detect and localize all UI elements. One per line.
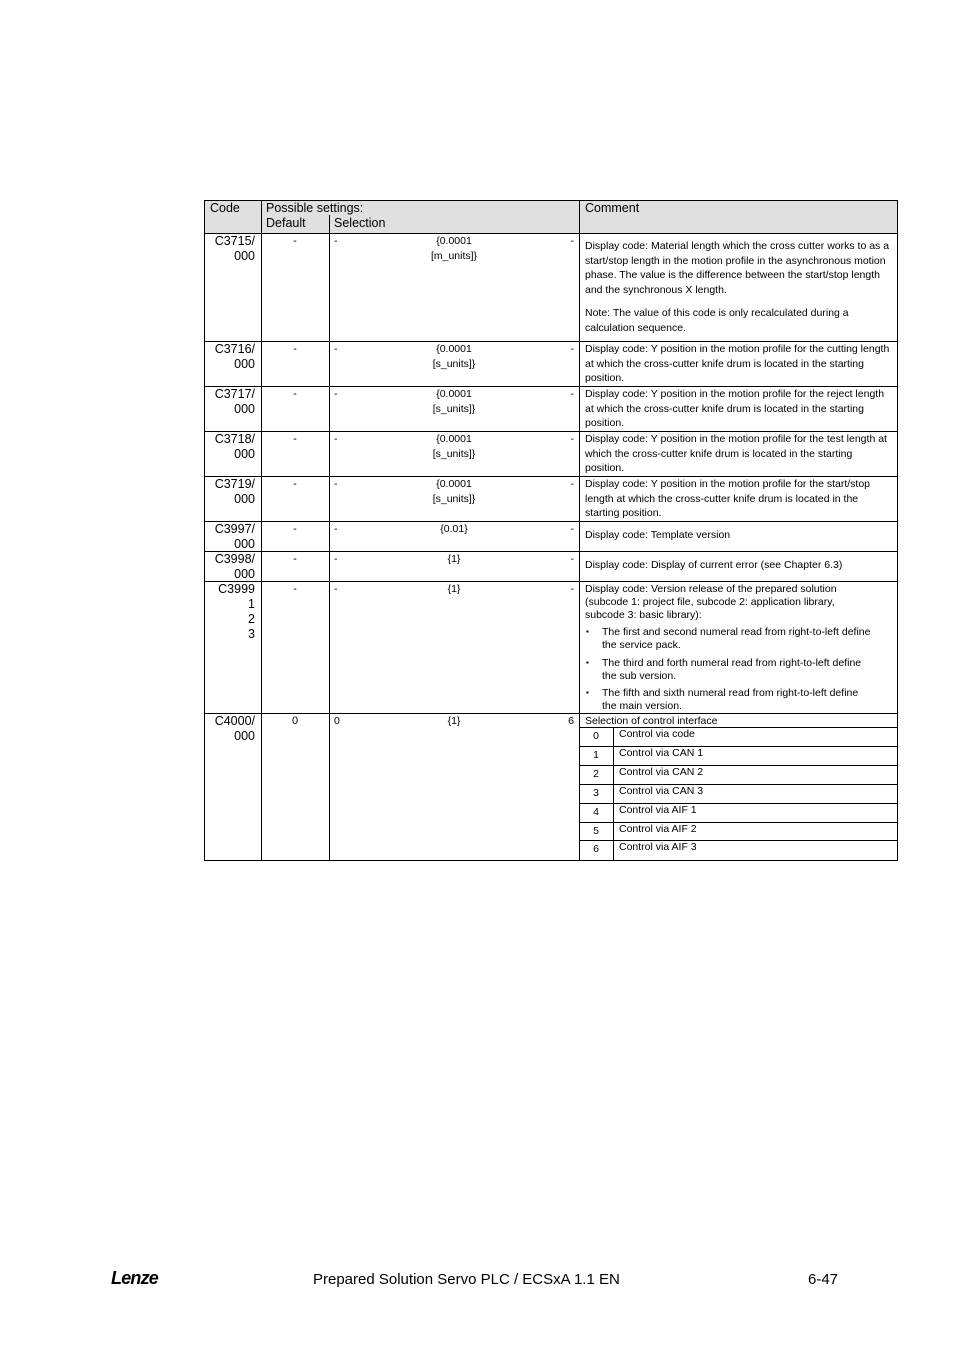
selection-max: - [570,433,574,445]
selection-min: - [334,343,338,355]
comment-text: calculation sequence. [585,322,686,334]
bullet-text: The third and forth numeral read from right-to-left define [602,656,862,669]
header-comment: Comment [585,201,640,215]
default-value: 0 [291,715,299,727]
bullet-text: the main version. [602,700,682,712]
comment-text: position. [585,462,625,475]
code-cell: 000 [234,729,255,743]
bullet-text: the sub version. [602,669,677,682]
default-value: - [293,583,297,595]
option-label: Control via CAN 2 [619,765,704,778]
selection-max: - [570,583,574,595]
default-value: - [293,523,297,535]
code-cell: 000 [234,492,255,506]
selection-max: - [570,553,574,565]
selection-step: [s_units]} [432,358,476,370]
code-cell: C3999 [218,582,255,596]
selection-step: [m_units]} [430,250,478,262]
bullet-icon: ▪ [586,688,589,697]
comment-text: (subcode 1: project file, subcode 2: application library, [585,595,835,608]
code-cell: C3998/ [214,552,255,566]
code-cell: C3716/ [214,342,255,356]
option-value: 3 [593,786,599,799]
selection-step: {1} [447,553,461,565]
comment-text: position. [585,372,625,385]
code-cell: C3997/ [214,522,255,536]
comment-text: which the cross-cutter knife drum is located in the starting [585,447,853,460]
selection-step: {0.01} [440,523,468,535]
bullet-icon: ▪ [586,657,589,667]
code-cell: 000 [234,402,255,416]
default-value: - [293,553,297,565]
comment-text: phase. The value is the difference between the start/stop length [585,269,880,282]
header-possible-settings: Possible settings: [266,201,364,215]
option-label: Control via AIF 1 [619,803,697,816]
selection-step: [s_units]} [432,493,476,505]
code-cell: C3719/ [214,477,255,491]
selection-min: - [334,523,338,535]
page-number: 6-47 [808,1271,839,1288]
code-cell: C3715/ [214,234,255,248]
selection-min: - [334,235,338,247]
bullet-text: The first and second numeral read from right-to-left define [602,626,871,638]
selection-step: {0.0001 [436,388,472,400]
selection-step: {0.0001 [436,478,472,490]
comment-text: Display code: Y position in the motion profile for the reject length [585,388,885,400]
option-value: 5 [593,824,599,837]
code-cell: C3718/ [214,432,255,446]
selection-min: - [334,553,338,565]
table-rule [329,215,330,860]
comment-text: Display code: Version release of the prepared solution [585,583,837,595]
selection-min: - [334,388,338,400]
bullet-text: the service pack. [602,639,681,651]
option-value: 4 [593,805,599,818]
comment-text: at which the cross-cutter knife drum is located in the starting [585,357,864,370]
comment-text: position. [585,417,625,430]
comment-text: Selection of control interface [585,715,718,727]
selection-max: 6 [568,715,574,727]
option-value: 6 [593,843,599,856]
selection-step: {0.0001 [436,433,472,445]
header-selection: Selection [334,216,386,230]
table-rule [897,200,898,861]
code-cell: 000 [234,537,255,551]
code-cell: 2 [248,612,255,626]
selection-step: {1} [447,583,461,595]
table-rule [204,860,898,861]
code-cell: 000 [234,249,255,263]
bullet-icon: ▪ [586,627,589,636]
selection-max: - [570,343,574,355]
code-cell: C4000/ [214,714,255,728]
default-value: - [293,343,297,355]
comment-text: Display code: Y position in the motion profile for the start/stop [585,478,871,490]
comment-text: subcode 3: basic library): [585,608,702,621]
comment-text: start/stop length in the motion profile in the asynchronous motion [585,254,886,267]
default-value: - [293,478,297,490]
option-label: Control via code [619,728,695,740]
lenze-logo: Lenze [111,1268,159,1288]
comment-text: Note: The value of this code is only recalculated during a [585,307,849,320]
selection-min: 0 [334,715,340,727]
code-cell: 000 [234,567,255,581]
code-cell: 000 [234,357,255,371]
comment-text: Display code: Template version [585,529,731,541]
option-label: Control via AIF 3 [619,841,697,854]
comment-text: Display code: Display of current error (see Chapter 6.3) [585,559,843,571]
selection-min: - [334,583,338,595]
code-cell: C3717/ [214,387,255,401]
comment-text: length at which the cross-cutter knife drum is located in the [585,492,859,505]
bullet-text: The fifth and sixth numeral read from right-to-left define [602,687,859,699]
option-label: Control via CAN 3 [619,784,704,797]
comment-text: at which the cross-cutter knife drum is located in the starting [585,402,864,415]
comment-text: starting position. [585,507,662,520]
header-default: Default [266,216,306,230]
option-value: 0 [593,730,599,742]
selection-step: {1} [447,715,461,727]
option-value: 2 [593,767,599,780]
option-label: Control via CAN 1 [619,746,704,759]
option-value: 1 [593,748,599,761]
selection-max: - [570,388,574,400]
selection-step: {0.0001 [436,343,472,355]
comment-text: Display code: Y position in the motion profile for the test length at [585,433,887,445]
comment-text: Display code: Material length which the cross cutter works to as a [585,240,890,252]
selection-step: {0.0001 [436,235,472,247]
comment-text: and the synchronous X length. [585,283,727,296]
code-table [204,200,898,860]
option-label: Control via AIF 2 [619,822,697,835]
default-value: - [293,433,297,445]
footer-title: Prepared Solution Servo PLC / ECSxA 1.1 EN [313,1271,620,1288]
selection-step: [s_units]} [432,403,476,415]
code-cell: 000 [234,447,255,461]
code-cell: 1 [248,597,255,611]
selection-step: [s_units]} [432,448,476,460]
default-value: - [293,235,297,247]
comment-text: Display code: Y position in the motion profile for the cutting length [585,343,890,355]
selection-max: - [570,235,574,247]
header-code: Code [210,201,240,215]
default-value: - [293,388,297,400]
selection-max: - [570,523,574,535]
selection-min: - [334,433,338,445]
selection-max: - [570,478,574,490]
selection-min: - [334,478,338,490]
code-cell: 3 [248,627,255,641]
